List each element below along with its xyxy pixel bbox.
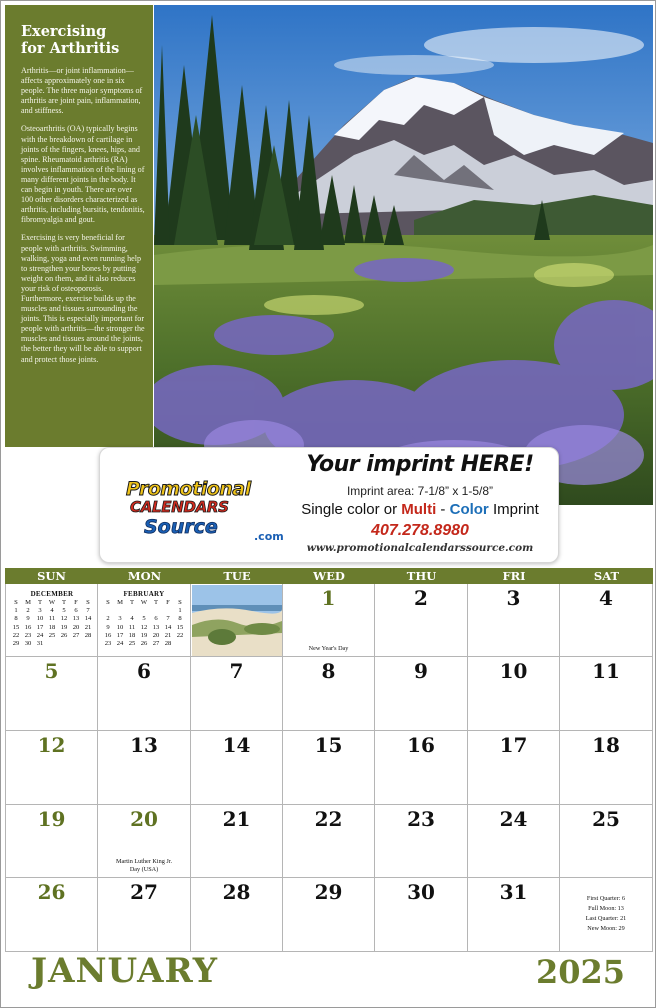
mini-day <box>82 640 94 648</box>
mini-weekday-letter: S <box>106 599 110 606</box>
day-number: 22 <box>314 807 343 831</box>
mini-day: 11 <box>48 615 56 623</box>
day-number: 17 <box>499 733 528 757</box>
mini-day: 1 <box>14 607 18 615</box>
moon-phase-entry: Last Quarter: 21 <box>585 915 627 922</box>
mini-day <box>174 640 186 648</box>
mini-day: 1 <box>178 607 182 615</box>
mini-calendar-title: DECEMBER <box>30 590 74 598</box>
day-number: 25 <box>592 807 620 831</box>
day-cell <box>191 878 283 952</box>
day-cell <box>560 584 653 657</box>
imprint-box <box>99 447 559 563</box>
mini-day: 8 <box>178 615 182 623</box>
day-cell <box>560 731 653 805</box>
mini-day: 22 <box>176 631 184 639</box>
mini-weekday-letter: W <box>140 599 148 606</box>
promotional-calendars-logo <box>122 476 292 546</box>
moon-phases <box>564 894 648 934</box>
mini-calendar-week <box>10 632 94 640</box>
mini-calendar-week <box>10 607 94 615</box>
article-paragraph-2: Osteoarthritis (OA) typically begins with the breakdown of cartilage in joints of the fingers, knees, hips, and spine. Rheumatoid arthritis (RA) involves inflammation of the lining of many different joints in the body. It can begin in youth. There are over 100 other disorders characterized as arthritis, including bursitis, tendonitis, fibromyalgia and gout. <box>21 124 145 225</box>
day-cell <box>283 584 375 657</box>
day-cell <box>5 805 98 878</box>
mini-weekday-letter: W <box>48 599 56 606</box>
mini-day: 31 <box>36 640 44 648</box>
mini-day: 24 <box>116 640 124 648</box>
mini-weekday-letter: F <box>74 599 78 606</box>
logo-line-calendars: CALENDARS <box>130 498 229 516</box>
empty-cell <box>191 584 283 657</box>
day-number: 4 <box>599 586 613 610</box>
day-cell <box>5 731 98 805</box>
mini-day <box>102 607 114 615</box>
mini-weekday-letter: S <box>86 599 90 606</box>
mini-day: 18 <box>128 631 136 639</box>
day-cell <box>375 805 468 878</box>
weekday-sat: SAT <box>593 569 620 583</box>
logo-line-com: .com <box>254 530 284 543</box>
day-cell <box>191 805 283 878</box>
mini-calendar-header <box>102 599 186 607</box>
mini-day: 2 <box>106 615 110 623</box>
imprint-phone: 407.278.8980 <box>371 522 469 539</box>
mini-day: 25 <box>48 631 56 639</box>
day-number: 6 <box>137 659 151 683</box>
mini-day: 21 <box>164 631 172 639</box>
mini-day: 13 <box>152 623 160 631</box>
year: 2025 <box>535 953 625 991</box>
mini-day: 29 <box>12 640 20 648</box>
mountain-meadow-photo <box>154 5 653 505</box>
day-number: 28 <box>222 880 251 904</box>
beach-dunes-thumbnail <box>192 585 282 656</box>
imprint-url: www.promotionalcalendarssource.com <box>306 542 534 554</box>
day-number: 3 <box>506 586 521 610</box>
mini-calendar-week <box>102 607 186 615</box>
mini-day: 3 <box>38 607 42 615</box>
day-cell <box>5 657 98 731</box>
moon-phase-entry: Full Moon: 13 <box>588 905 624 912</box>
mini-day <box>114 607 126 615</box>
mini-day: 23 <box>24 631 32 639</box>
imprint-color-dash: - <box>436 501 450 518</box>
day-number: 2 <box>414 586 428 610</box>
mini-day: 10 <box>116 623 124 631</box>
mini-day: 26 <box>140 640 148 648</box>
weekday-sun: SUN <box>37 569 66 583</box>
holiday-mlk-day <box>100 858 188 873</box>
mini-day: 20 <box>152 631 160 639</box>
mini-weekday-letter: T <box>61 599 67 606</box>
day-number: 26 <box>37 880 66 904</box>
day-cell <box>283 805 375 878</box>
day-number: 16 <box>407 733 435 757</box>
mini-day: 19 <box>140 631 148 639</box>
day-number: 7 <box>229 659 244 683</box>
mini-weekday-letter: M <box>25 599 31 606</box>
imprint-area-size: Imprint area: 7-1/8” x 1-5/8” <box>346 484 494 498</box>
day-number: 12 <box>37 733 66 757</box>
mini-day: 6 <box>74 607 78 615</box>
mini-day <box>138 607 150 615</box>
mini-calendar-december <box>10 590 94 648</box>
day-number: 11 <box>592 659 620 683</box>
day-cell <box>560 657 653 731</box>
mini-day: 15 <box>176 623 184 631</box>
mini-day: 16 <box>104 631 112 639</box>
mini-day: 25 <box>128 640 136 648</box>
weekday-header <box>5 568 653 584</box>
day-cell <box>5 878 98 952</box>
mini-day: 24 <box>36 631 44 639</box>
day-cell <box>375 878 468 952</box>
empty-cell <box>5 584 98 657</box>
mini-day: 14 <box>84 615 92 623</box>
mini-weekday-letter: F <box>166 599 170 606</box>
weekday-tue: TUE <box>223 569 251 583</box>
mini-day: 13 <box>72 615 80 623</box>
mountain-meadow-illustration <box>154 5 653 505</box>
mini-day: 18 <box>48 623 56 631</box>
day-number: 24 <box>499 807 528 831</box>
day-cell <box>468 731 560 805</box>
month-name: JANUARY <box>31 951 219 991</box>
day-number: 14 <box>222 733 251 757</box>
day-number: 15 <box>314 733 343 757</box>
mini-day: 26 <box>60 631 68 639</box>
logo-line-promotional: Promotional <box>126 478 251 500</box>
day-cell <box>468 805 560 878</box>
mini-day: 4 <box>130 615 134 623</box>
mini-calendar-week <box>102 632 186 640</box>
imprint-headline: Your imprint HERE! <box>306 452 534 477</box>
day-cell <box>98 657 191 731</box>
day-number: 18 <box>592 733 620 757</box>
logo-line-source: Source <box>144 516 218 538</box>
day-cell <box>468 657 560 731</box>
article-paragraph-1: Arthritis—or joint inflammation—affects approximately one in six people. The three major symptoms of arthritis are joint pain, inflammation, and stiffness. <box>21 66 143 116</box>
mini-day: 7 <box>86 607 90 615</box>
weekday-fri: FRI <box>502 569 526 583</box>
mini-day: 17 <box>116 631 124 639</box>
mini-weekday-letter: T <box>129 599 135 606</box>
moon-phase-entry: New Moon: 29 <box>587 925 625 932</box>
mini-day: 22 <box>12 631 20 639</box>
weekday-thu: THU <box>406 569 437 583</box>
mini-calendar-week <box>10 615 94 623</box>
day-cell <box>468 584 560 657</box>
mini-day: 23 <box>104 640 112 648</box>
mini-weekday-letter: M <box>117 599 123 606</box>
mini-weekday-letter: T <box>153 599 159 606</box>
day-cell <box>560 805 653 878</box>
day-cell <box>375 731 468 805</box>
mini-weekday-letter: T <box>37 599 43 606</box>
mini-calendar-week <box>102 640 186 648</box>
day-number: 21 <box>222 807 251 831</box>
mini-day <box>162 607 174 615</box>
imprint-color-options <box>280 501 560 518</box>
day-cell <box>98 731 191 805</box>
mini-day: 28 <box>84 631 92 639</box>
mini-weekday-letter: S <box>14 599 18 606</box>
mini-day: 30 <box>24 640 32 648</box>
empty-cell <box>560 878 653 952</box>
mini-day: 2 <box>26 607 30 615</box>
mini-day: 14 <box>164 623 172 631</box>
mini-day: 5 <box>142 615 146 623</box>
day-number: 30 <box>407 880 435 904</box>
mini-day: 7 <box>166 615 170 623</box>
mini-day: 9 <box>106 623 110 631</box>
imprint-color-suffix: Imprint <box>488 501 539 518</box>
imprint-color-multi: Multi <box>401 501 437 518</box>
mini-day <box>46 640 58 648</box>
beach-dunes-illustration <box>192 585 282 656</box>
weekday-mon: MON <box>127 569 162 583</box>
mini-day: 9 <box>26 615 30 623</box>
mini-calendar-week <box>10 624 94 632</box>
mini-day: 15 <box>12 623 20 631</box>
day-number: 5 <box>44 659 59 683</box>
mini-day <box>150 607 162 615</box>
article-paragraph-3: Exercising is very beneficial for people with arthritis. Swimming, walking, yoga and even running help to strengthen your bones by putting weight on them, and it also reduces your risk of osteoporosis. Furthermore, exercise builds up the muscles and tissues surrounding the joints. This is especially important for people with arthritis—the stronger the muscles and tissues around the joints, the better they will be able to support and protect those joints. <box>21 233 145 364</box>
day-cell <box>98 878 191 952</box>
mini-day: 5 <box>62 607 66 615</box>
mini-day: 27 <box>72 631 80 639</box>
mini-day: 4 <box>50 607 54 615</box>
day-cell <box>468 878 560 952</box>
day-cell <box>191 731 283 805</box>
holiday-mlk-line1: Martin Luther King Jr. <box>115 858 173 865</box>
day-number: 1 <box>321 586 336 610</box>
weekday-wed: WED <box>313 569 345 583</box>
empty-cell <box>98 584 191 657</box>
mini-day: 3 <box>118 615 122 623</box>
day-number: 10 <box>499 659 528 683</box>
holiday-mlk-line2: Day (USA) <box>129 865 159 873</box>
mini-day: 21 <box>84 623 92 631</box>
mini-day: 11 <box>128 623 136 631</box>
moon-phase-entry: First Quarter: 6 <box>586 895 626 902</box>
mini-day: 19 <box>60 623 68 631</box>
mini-day: 28 <box>164 640 172 648</box>
day-number: 29 <box>314 880 343 904</box>
day-number: 20 <box>130 807 158 831</box>
day-cell <box>375 584 468 657</box>
article-title <box>21 23 145 57</box>
day-number: 8 <box>321 659 336 683</box>
day-number: 9 <box>414 659 428 683</box>
mini-calendar-week <box>102 615 186 623</box>
mini-day <box>126 607 138 615</box>
day-number: 23 <box>407 807 435 831</box>
mini-day: 6 <box>154 615 158 623</box>
mini-day: 16 <box>24 623 32 631</box>
day-cell <box>98 805 191 878</box>
mini-day: 12 <box>140 623 148 631</box>
holiday-new-years-day: New Year's Day <box>308 644 349 652</box>
mini-day: 17 <box>36 623 44 631</box>
mini-calendar-week <box>10 640 94 648</box>
mini-day: 27 <box>152 640 160 648</box>
article-title-line1: Exercising <box>21 23 107 40</box>
day-cell <box>283 731 375 805</box>
calendar-grid <box>5 584 653 952</box>
mini-day: 20 <box>72 623 80 631</box>
mini-day: 8 <box>14 615 18 623</box>
mini-calendar-title: FEBRUARY <box>123 590 165 598</box>
day-cell <box>375 657 468 731</box>
mini-calendar-february <box>102 590 186 648</box>
mini-day: 10 <box>36 615 44 623</box>
day-cell <box>191 657 283 731</box>
day-number: 27 <box>130 880 158 904</box>
mini-weekday-letter: S <box>178 599 182 606</box>
day-cell <box>283 878 375 952</box>
day-number: 19 <box>37 807 66 831</box>
mini-calendar-header <box>10 599 94 607</box>
article-sidebar <box>5 5 153 447</box>
mini-day <box>70 640 82 648</box>
article-title-line2: for Arthritis <box>21 40 120 57</box>
day-number: 31 <box>499 880 528 904</box>
imprint-color-word: Color <box>449 501 489 518</box>
mini-calendar-week <box>102 624 186 632</box>
mini-day <box>58 640 70 648</box>
day-number: 13 <box>130 733 158 757</box>
mini-day: 12 <box>60 615 68 623</box>
imprint-color-prefix: Single color or <box>301 501 402 518</box>
day-cell <box>283 657 375 731</box>
